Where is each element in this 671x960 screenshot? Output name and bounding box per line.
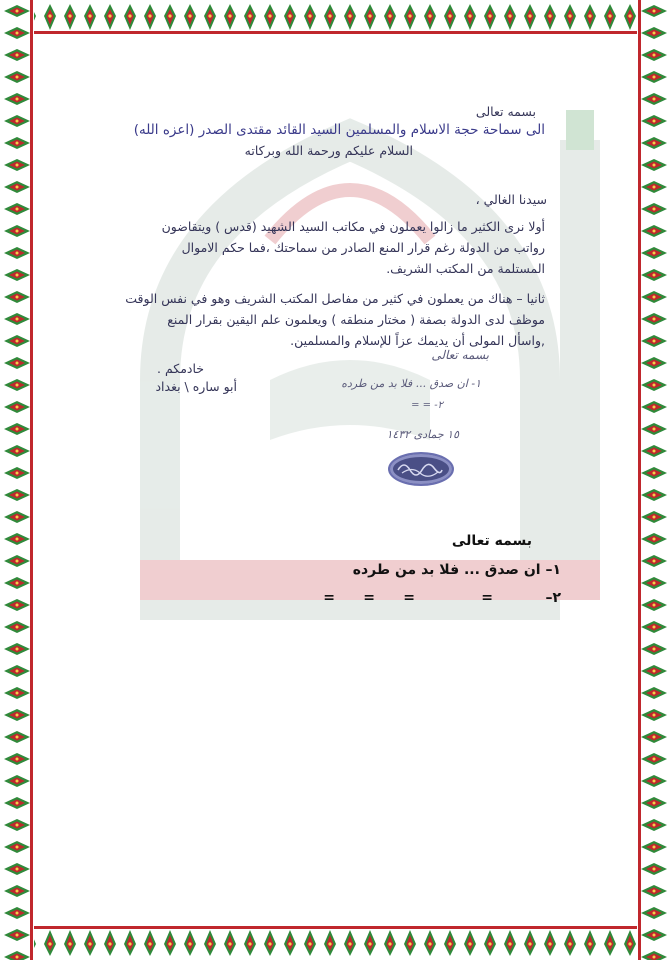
handwritten-basmala: بسمه تعالى: [431, 348, 489, 362]
letter-salutation: سيدنا الغالي ،: [475, 192, 547, 207]
paragraph2-line2: موظف لدى الدولة بصفة ( مختار منطقه ) ويعلمون علم اليقين بقرار المنع: [167, 312, 545, 327]
reply-item-2-mark: =: [323, 590, 335, 606]
ornamental-border-top: [0, 0, 671, 36]
letter-signature: أبو ساره \ بغداد: [155, 379, 237, 394]
reply-item-2-mark: =: [481, 590, 493, 606]
letter-greeting: السلام عليكم ورحمة الله وبركاته: [244, 143, 413, 158]
ornamental-border-left: [0, 0, 34, 960]
ornamental-border-right: [637, 0, 671, 960]
paragraph1-line2: رواتب من الدولة رغم قرار المنع الصادر من سماحتك ،فما حكم الاموال: [181, 240, 545, 255]
handwritten-line1: ١- ان صدق ... فلا بد من طرده: [341, 377, 481, 390]
mosque-watermark: [120, 80, 620, 640]
handwritten-date: ١٥ جمادى ١٤٣٢: [386, 428, 459, 441]
handwritten-line2: ٢- = =: [411, 400, 443, 411]
reply-item-1: ١– ان صدق ... فلا بد من طرده: [352, 562, 561, 578]
letter-closing: خادمكم .: [157, 361, 204, 376]
paragraph1-line3: المستلمة من المكتب الشريف.: [386, 261, 545, 276]
ornamental-border-bottom: [0, 924, 671, 960]
reply-item-2-mark: =: [363, 590, 375, 606]
reply-item-2-number: ٢–: [545, 590, 561, 606]
reply-item-2-mark: =: [403, 590, 415, 606]
official-seal-stamp: [388, 452, 454, 486]
letter-basmala: بسمه تعالى: [475, 104, 536, 119]
paragraph2-line3: ,واسأل المولى أن يديمك عزاً للإسلام والمسلمين.: [290, 333, 545, 348]
reply-basmala: بسمه تعالى: [451, 533, 532, 549]
letter-addressee: الى سماحة حجة الاسلام والمسلمين السيد القائد مقتدى الصدر (اعزه الله): [133, 122, 545, 138]
paragraph2-line1: ثانيا – هناك من يعملون في كثير من مفاصل المكتب الشريف وهو في نفس الوقت: [125, 291, 545, 306]
paragraph1-line1: أولا نرى الكثير ما زالوا يعملون في مكاتب السيد الشهيد (قدس ) ويتقاضون: [161, 219, 545, 234]
